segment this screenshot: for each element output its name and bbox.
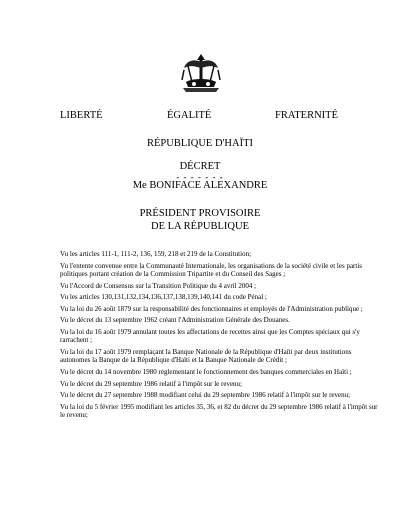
decree-heading: DÉCRET [179, 161, 221, 172]
paragraph: Vu le décret du 14 novembre 1980 réglementant le fonctionnement des banques commerciales en Haïti ; [60, 367, 352, 376]
motto-egalite: ÉGALITÉ [167, 110, 212, 121]
republic-heading: RÉPUBLIQUE D'HAÏTI [146, 138, 253, 149]
paragraph: Vu la loi du 26 août 1879 sur la responsabilité des fonctionnaires et employés de l'Administration publique ; [60, 304, 363, 313]
motto-fraternite: FRATERNITÉ [275, 110, 338, 121]
paragraph: Vu l'Accord de Consensus sur la Transition Politique du 4 avril 2004 ; [60, 281, 257, 290]
author-title-line2: DE LA RÉPUBLIQUE [151, 221, 249, 232]
paragraph: Vu le décret du 13 septembre 1962 créant l'Administration Générale des Douanes. [60, 316, 290, 325]
paragraph: Vu la loi du 16 août 1979 annulant toutes les affectations de recettes ainsi que les Comptes spéciaux qui s'y rarrachent ; [60, 327, 360, 345]
paragraph: Vu la loi du 5 février 1995 modifiant les articles 35, 36, et 82 du décret du 29 septembre 1986 relatif à l'impôt sur le revenu; [60, 402, 378, 420]
heading-separator: - - - - - - - [176, 172, 224, 182]
paragraph: Vu les articles 130,131,132,134,136,137,138,139,140,141 du code Pénal ; [60, 293, 267, 302]
paragraph: Vu le décret du 29 septembre 1986 relatif à l'impôt sur le revenu; [60, 379, 243, 388]
haiti-coat-of-arms-icon [180, 52, 222, 94]
author-title-line1: PRÉSIDENT PROVISOIRE [139, 208, 261, 219]
paragraph: Vu l'entente convenue entre la Communauté Internationale, les organisations de la société civile et les partis politiques portant création de la Commission Tripartite et du Conseil des Sages ; [60, 261, 362, 278]
motto-liberte: LIBERTÉ [60, 110, 103, 121]
decree-considerations [60, 250, 380, 423]
paragraph: Vu le décret du 27 septembre 1988 modifiant celui du 29 septembre 1986 relatif à l'impôt sur le revenu; [60, 391, 351, 400]
author-name: Me BONIFACE ALEXANDRE [132, 180, 268, 191]
paragraph: Vu les articles 111-1, 111-2, 136, 159, 218 et 219 de la Constitution; [60, 250, 252, 258]
paragraph: Vu la loi du 17 août 1979 remplaçant la Banque Nationale de la République d'Haïti par deux institutions autonomes la Banque de la République d'Haïti et la Banque Nationale de Crédit ; [60, 347, 352, 365]
